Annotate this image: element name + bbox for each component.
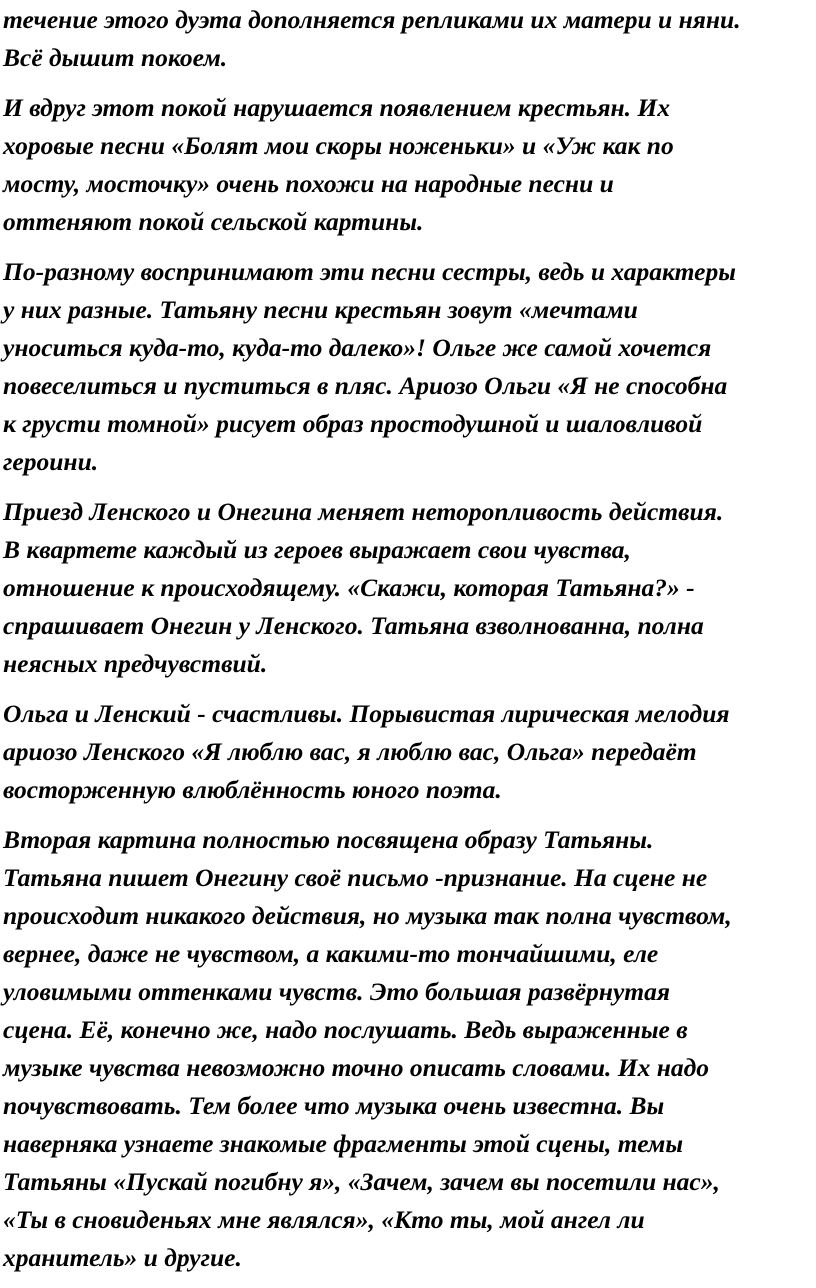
text-line: Вторая картина полностью посвящена образу Татьяны. (3, 825, 654, 854)
text-line: хоровые песни «Болят мои скоры ноженьки» и «Уж как по (3, 131, 674, 160)
text-line: восторженную влюблённость юного поэта. (3, 775, 502, 804)
text-line: происходит никакого действия, но музыка так полна чувством, (3, 901, 732, 930)
text-line: музыке чувства невозможно точно описать словами. Их надо (3, 1053, 710, 1082)
text-line: По-разному воспринимают эти песни сестры, ведь и характеры (3, 257, 736, 286)
text-line: уноситься куда-то, куда-то далеко»! Ольге же самой хочется (3, 333, 712, 362)
paragraph-2 (3, 89, 674, 241)
text-line: Татьяна пишет Онегину своё письмо -признание. На сцене не (3, 863, 708, 892)
text-line: повеселиться и пуститься в пляс. Ариозо Ольги «Я не способна (3, 371, 728, 400)
text-line: у них разные. Татьяну песни крестьян зовут «мечтами (3, 295, 638, 324)
text-line: мосту, мосточку» очень похожи на народные песни и (3, 169, 614, 198)
text-line: сцена. Её, конечно же, надо послушать. Ведь выраженные в (3, 1015, 688, 1044)
text-line: хранитель» и другие. (3, 1243, 242, 1272)
text-line: «Ты в сновиденьях мне являлся», «Кто ты, мой ангел ли (3, 1205, 645, 1234)
paragraph-6 (3, 821, 732, 1277)
paragraph-1 (3, 1, 741, 77)
paragraph-4 (3, 493, 723, 683)
text-line: почувствовать. Тем более что музыка очень известна. Вы (3, 1091, 665, 1120)
text-line: ариозо Ленского «Я люблю вас, я люблю вас, Ольга» передаёт (3, 737, 697, 766)
text-line: вернее, даже не чувством, а какими-то тончайшими, еле (3, 939, 659, 968)
text-line: наверняка узнаете знакомые фрагменты этой сцены, темы (3, 1129, 684, 1158)
text-line: героини. (3, 447, 99, 476)
text-line: неясных предчувствий. (3, 649, 268, 678)
text-line: течение этого дуэта дополняется репликами их матери и няни. (3, 5, 741, 34)
text-line: оттеняют покой сельской картины. (3, 207, 424, 236)
paragraph-3 (3, 253, 736, 481)
text-line: к грусти томной» рисует образ простодушной и шаловливой (3, 409, 703, 438)
text-line: Ольга и Ленский - счастливы. Порывистая лирическая мелодия (3, 699, 730, 728)
text-line: Всё дышит покоем. (3, 43, 228, 72)
text-line: отношение к происходящему. «Скажи, которая Татьяна?» - (3, 573, 695, 602)
text-line: уловимыми оттенками чувств. Это большая развёрнутая (3, 977, 670, 1006)
text-line: В квартете каждый из героев выражает свои чувства, (3, 535, 631, 564)
paragraph-5 (3, 695, 730, 809)
text-line: спрашивает Онегин у Ленского. Татьяна взволнованна, полна (3, 611, 704, 640)
text-line: Приезд Ленского и Онегина меняет неторопливость действия. (3, 497, 724, 526)
text-line: И вдруг этот покой нарушается появлением крестьян. Их (3, 93, 670, 122)
text-line: Татьяны «Пускай погибну я», «Зачем, зачем вы посетили нас», (3, 1167, 720, 1196)
